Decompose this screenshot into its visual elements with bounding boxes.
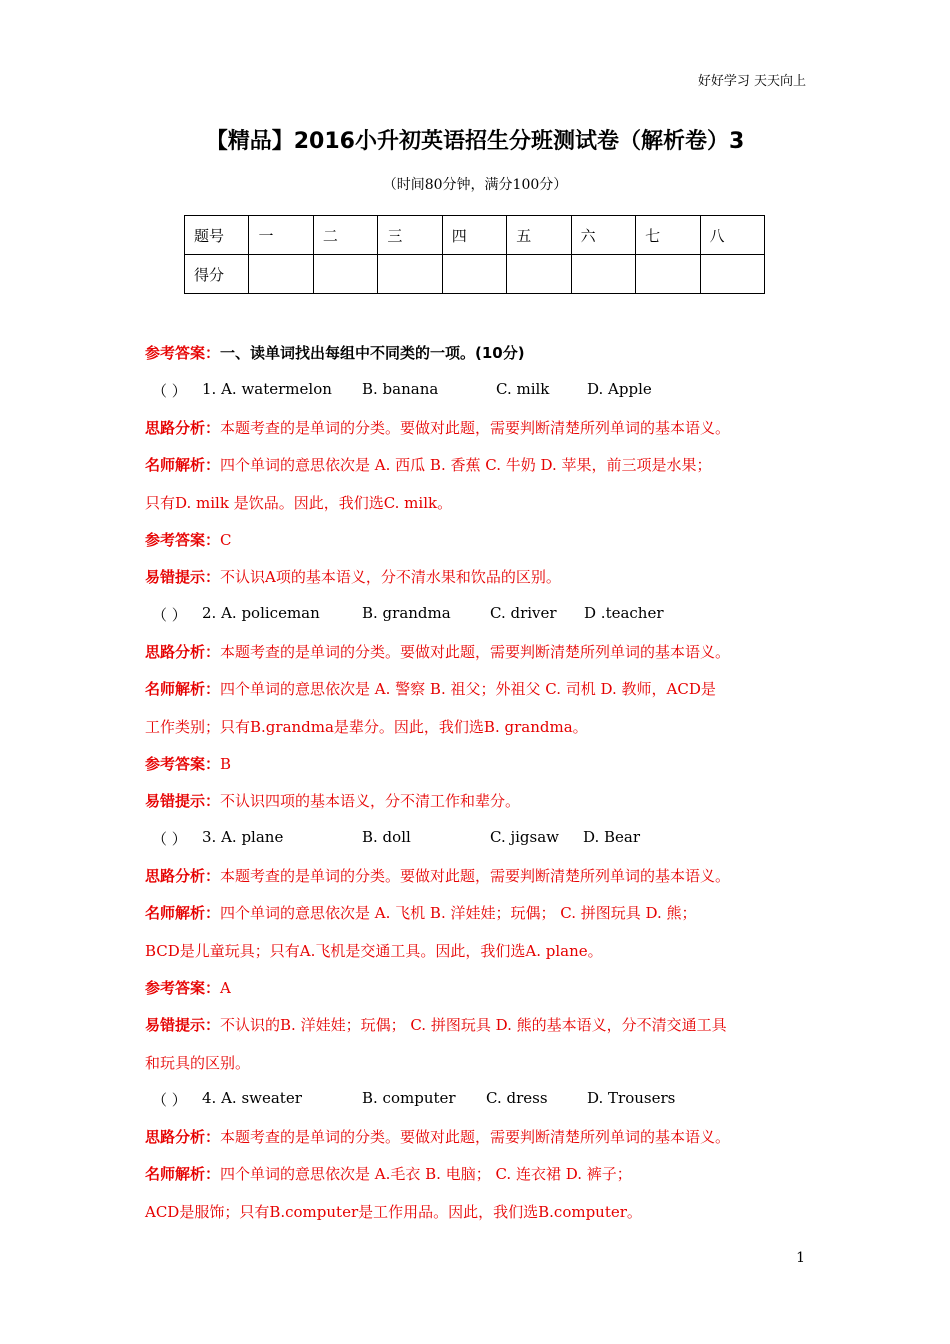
score-table-header-row <box>185 216 765 255</box>
answer-blank: （ ） <box>152 1091 187 1109</box>
page-title: 【精品】2016小升初英语招生分班测试卷（解析卷）3 <box>205 129 745 154</box>
score-cell: 得分 <box>185 255 249 294</box>
tip-line: 易错提示：不认识四项的基本语义，分不清工作和辈分。 <box>145 792 521 810</box>
option-a: 2. A. policeman <box>202 604 320 622</box>
option-a: 4. A. sweater <box>202 1089 302 1107</box>
answer-blank: （ ） <box>152 606 187 624</box>
page-number: 1 <box>796 1250 805 1266</box>
option-d: D. Trousers <box>587 1089 676 1107</box>
score-cell: 七 <box>636 216 700 255</box>
section-heading: 参考答案：一、读单词找出每组中不同类的一项。(10分) <box>145 344 525 362</box>
score-cell: 六 <box>571 216 635 255</box>
score-cell: 四 <box>442 216 506 255</box>
teacher-line: 名师解析：四个单词的意思依次是 A. 飞机 B. 洋娃娃；玩偶； C. 拼图玩具 D. 熊； <box>145 904 697 922</box>
option-d: D. Apple <box>587 380 652 398</box>
answer-blank: （ ） <box>152 382 187 400</box>
score-cell: 一 <box>249 216 313 255</box>
option-c: C. jigsaw <box>490 828 560 846</box>
option-b: B. grandma <box>362 604 451 622</box>
score-cell: 题号 <box>185 216 249 255</box>
option-c: C. driver <box>490 604 557 622</box>
score-input-cell <box>442 255 506 294</box>
tip-line-cont: 和玩具的区别。 <box>145 1054 251 1072</box>
score-cell: 八 <box>700 216 765 255</box>
score-input-cell <box>313 255 377 294</box>
teacher-line-cont: ACD是服饰；只有B.computer是工作用品。因此，我们选B.computer。 <box>145 1203 642 1221</box>
option-b: B. banana <box>362 380 439 398</box>
teacher-line-cont: 工作类别；只有B.grandma是辈分。因此，我们选B. grandma。 <box>145 718 588 736</box>
option-a: 1. A. watermelon <box>202 380 332 398</box>
analysis-line: 思路分析：本题考查的是单词的分类。要做对此题，需要判断清楚所列单词的基本语义。 <box>145 643 731 661</box>
teacher-line: 名师解析：四个单词的意思依次是 A.毛衣 B. 电脑； C. 连衣裙 D. 裤子； <box>145 1165 632 1183</box>
teacher-line: 名师解析：四个单词的意思依次是 A. 警察 B. 祖父；外祖父 C. 司机 D. 教师，ACD是 <box>145 680 716 698</box>
score-cell: 五 <box>507 216 571 255</box>
score-cell: 二 <box>313 216 377 255</box>
option-b: B. doll <box>362 828 411 846</box>
option-a: 3. A. plane <box>202 828 284 846</box>
answer-blank: （ ） <box>152 830 187 848</box>
option-c: C. milk <box>496 380 550 398</box>
analysis-line: 思路分析：本题考查的是单词的分类。要做对此题，需要判断清楚所列单词的基本语义。 <box>145 867 731 885</box>
answer-line: 参考答案：B <box>145 755 232 773</box>
score-input-cell <box>378 255 442 294</box>
analysis-line: 思路分析：本题考查的是单词的分类。要做对此题，需要判断清楚所列单词的基本语义。 <box>145 419 731 437</box>
option-b: B. computer <box>362 1089 456 1107</box>
score-table <box>184 215 765 294</box>
answer-line: 参考答案：A <box>145 979 231 997</box>
score-input-cell <box>636 255 700 294</box>
score-cell: 三 <box>378 216 442 255</box>
analysis-line: 思路分析：本题考查的是单词的分类。要做对此题，需要判断清楚所列单词的基本语义。 <box>145 1128 731 1146</box>
answer-line: 参考答案：C <box>145 531 232 549</box>
option-d: D .teacher <box>584 604 664 622</box>
score-input-cell <box>507 255 571 294</box>
option-c: C. dress <box>486 1089 548 1107</box>
score-input-cell <box>571 255 635 294</box>
teacher-line-cont: BCD是儿童玩具；只有A.飞机是交通工具。因此，我们选A. plane。 <box>145 942 603 960</box>
score-input-cell <box>700 255 765 294</box>
tip-line: 易错提示：不认识A项的基本语义，分不清水果和饮品的区别。 <box>145 568 561 586</box>
header-motto: 好好学习 天天向上 <box>697 74 806 89</box>
option-d: D. Bear <box>583 828 641 846</box>
score-input-cell <box>249 255 313 294</box>
teacher-line-cont: 只有D. milk 是饮品。因此，我们选C. milk。 <box>145 494 453 512</box>
teacher-line: 名师解析：四个单词的意思依次是 A. 西瓜 B. 香蕉 C. 牛奶 D. 苹果，前三项是水果； <box>145 456 712 474</box>
score-table-score-row <box>185 255 765 294</box>
page-subtitle: （时间80分钟，满分100分） <box>382 177 568 193</box>
tip-line: 易错提示：不认识的B. 洋娃娃；玩偶； C. 拼图玩具 D. 熊的基本语义，分不清交通工具 <box>145 1016 727 1034</box>
